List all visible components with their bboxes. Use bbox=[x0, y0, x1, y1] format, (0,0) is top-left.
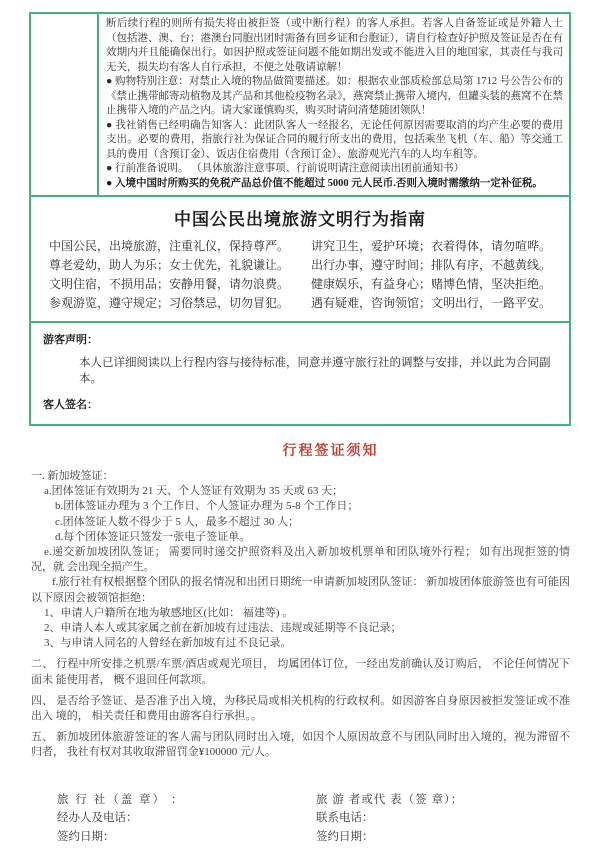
visa-reject-reason-2: 2、申请人本人或其家属之前在新加坡有过违法、违规或延期等不良记录； bbox=[44, 622, 402, 635]
traveler-phone-label: 联系电话： bbox=[316, 812, 374, 825]
notice-bullet-duty-free-limit: ● 入境中国时所购买的免税产品总价值不能超过 5000 元人民币.否则入境时需缴纳一定补征税。 bbox=[106, 177, 543, 189]
traveler-seal-label: 旅 游 者或代 表（签 章）： bbox=[316, 793, 464, 806]
guide-phrase-left: 中国公民，出境旅游，注重礼仪，保持尊严。 bbox=[48, 239, 289, 253]
visa-reject-reason-3: 3、与申请人同名的人曾经在新加坡有过不良记录。 bbox=[44, 637, 292, 650]
traveler-sign-date-label: 签约日期： bbox=[316, 830, 374, 843]
notice-table-content-cell bbox=[99, 14, 569, 195]
tourist-declaration-body: 本人已详细阅读以上行程内容与接待标准，同意并遵守旅行社的调整与安排，并以此为合同副本。 bbox=[79, 357, 551, 385]
visa-notice-title: 行程签证须知 bbox=[282, 444, 379, 459]
contract-page bbox=[0, 12, 600, 861]
guide-phrase-left: 尊老爱幼，助人为乐；女士优先，礼貌谦让。 bbox=[48, 258, 289, 272]
agency-signature-column bbox=[30, 791, 288, 847]
conduct-guide-row bbox=[39, 256, 561, 275]
visa-item-group-booking: 二、 行程中所安排之机票/车票/酒店或观光项目， 均属团体订位，一经出发前确认及订购后， 不论任何情况下面未 能使用者， 概不退回任何款项。 bbox=[31, 658, 570, 686]
conduct-guide-row bbox=[39, 275, 561, 294]
notice-table-empty-cell bbox=[31, 14, 99, 195]
agency-handler-phone-label: 经办人及电话： bbox=[57, 812, 138, 825]
notice-bullet-shopping: ● 购物特别注意：对禁止入境的物品做简要描述。如：根据农业部质检部总局第 1712 号公告公布的《禁止携带邮寄动植物及其产品和其他检疫物名录》，燕窝禁止携带入境内，但罐头装的燕窝不在禁止携带入境的产品之内。请大家谨慎购买，购买时请问清楚随团领队！ bbox=[106, 76, 563, 116]
guide-phrase-right: 讲究卫生，爱护环境；衣着得体，请勿喧哗。 bbox=[311, 239, 552, 253]
guest-signature-label: 客人签名： bbox=[43, 399, 98, 411]
agency-seal-label: 旅 行 社（盖 章） ： bbox=[57, 793, 185, 806]
visa-item-immigration-authority: 四、 是否给予签证、是否准予出入境，为移民局或相关机构的行政权利。如因游客自身原因被拒发签证或不准出入 境的， 相关责任和费用由游客自行承担。。 bbox=[31, 694, 570, 723]
notice-bullet-cancellation-fees: ● 我社销售已经明确告知客人：此团队客人一经报名，无论任何原因需要取消的均产生必要的费用支出。必要的费用，指旅行社为保证合同的履行所支出的费用，包括乘坐飞机（车、船）等交通工具的费用（含预订金）、饭店住宿费用（含预订金）、旅游观光汽车的人均车租等。 bbox=[106, 119, 563, 160]
guide-phrase-right: 健康娱乐，有益身心；赌博色情，坚决拒绝。 bbox=[311, 277, 552, 291]
signature-block bbox=[30, 791, 570, 847]
visa-item-singapore-heading: 一. 新加坡签证： bbox=[31, 470, 114, 482]
visa-notice-title-row bbox=[31, 440, 570, 460]
visa-item-e: e.递交新加坡团队签证； 需要同时递交护照资料及出入新加坡机票单和团队境外行程； 如有出现拒签的情况，就 会出现全损产生。 bbox=[31, 546, 570, 574]
tourist-declaration-section bbox=[29, 321, 571, 426]
visa-item-d: d.每个团体签证只签发一张电子签证单。 bbox=[55, 530, 251, 543]
visa-item-b: b.团体签证办理为 3 个工作日、个人签证办理为 5-8 个工作日； bbox=[55, 500, 359, 513]
agency-sign-date-label: 签约日期： bbox=[57, 830, 115, 843]
notice-paragraph-continuation: 断后续行程的则所有损失将由被拒签（或中断行程）的客人承担。若客人自备签证或是外籍人士（包括港、澳、台；港澳台同胞出团时需备有回乡证和台胞证），请自行检查好护照及签证是否在有效期内并且能确保出行。如因护照或签证问题不能如期出发或不能进入目的地国家，其责任与我司无关，损失均有客人自行承担，不便之处敬请谅解！ bbox=[106, 18, 563, 73]
notice-bullet-pre-departure: ● 行前准备说明。 （具体旅游注意事项、行前说明请注意阅读出团前通知书） bbox=[106, 163, 465, 174]
guide-phrase-left: 参观游览，遵守规定；习俗禁忌，切勿冒犯。 bbox=[48, 296, 289, 310]
visa-notice-section bbox=[31, 440, 570, 761]
guide-phrase-right: 遇有疑难，咨询领馆；文明出行，一路平安。 bbox=[311, 296, 552, 310]
visa-item-a: a.团体签证有效期为 21 天、个人签证有效期为 35 天或 63 天； bbox=[44, 485, 344, 498]
pre-trip-notice-table bbox=[29, 12, 571, 197]
visa-item-overstay-penalty: 五、 新加坡团体旅游签证的客人需与团队同时出入境，如因个人原因故意不与团队同时出入境的，视为滞留不归者， 我社有权对其收取滞留罚金¥100000 元/人。 bbox=[31, 731, 570, 759]
tourist-declaration-label: 游客声明： bbox=[43, 334, 98, 346]
guide-phrase-right: 出行办事，遵守时间；排队有序，不越黄线。 bbox=[311, 258, 552, 272]
conduct-guide-section bbox=[29, 195, 571, 323]
visa-item-f: f.旅行社有权根据整个团队的报名情况和出团日期统一申请新加坡团队签证： 新加坡团体旅游签也有可能因以下原因会被领馆拒绝： bbox=[31, 576, 570, 604]
traveler-signature-column bbox=[288, 791, 570, 847]
guide-phrase-left: 文明住宿，不损用品；安静用餐，请勿浪费。 bbox=[48, 277, 289, 291]
conduct-guide-row bbox=[39, 294, 561, 313]
visa-item-c: c.团体签证人数不得少于 5 人，最多不超过 30 人； bbox=[55, 515, 300, 528]
conduct-guide-title: 中国公民出境旅游文明行为指南 bbox=[174, 210, 426, 229]
visa-reject-reason-1: 1、申请人户籍所在地为敏感地区(比如： 福建等) 。 bbox=[44, 606, 294, 619]
conduct-guide-row bbox=[39, 237, 561, 256]
